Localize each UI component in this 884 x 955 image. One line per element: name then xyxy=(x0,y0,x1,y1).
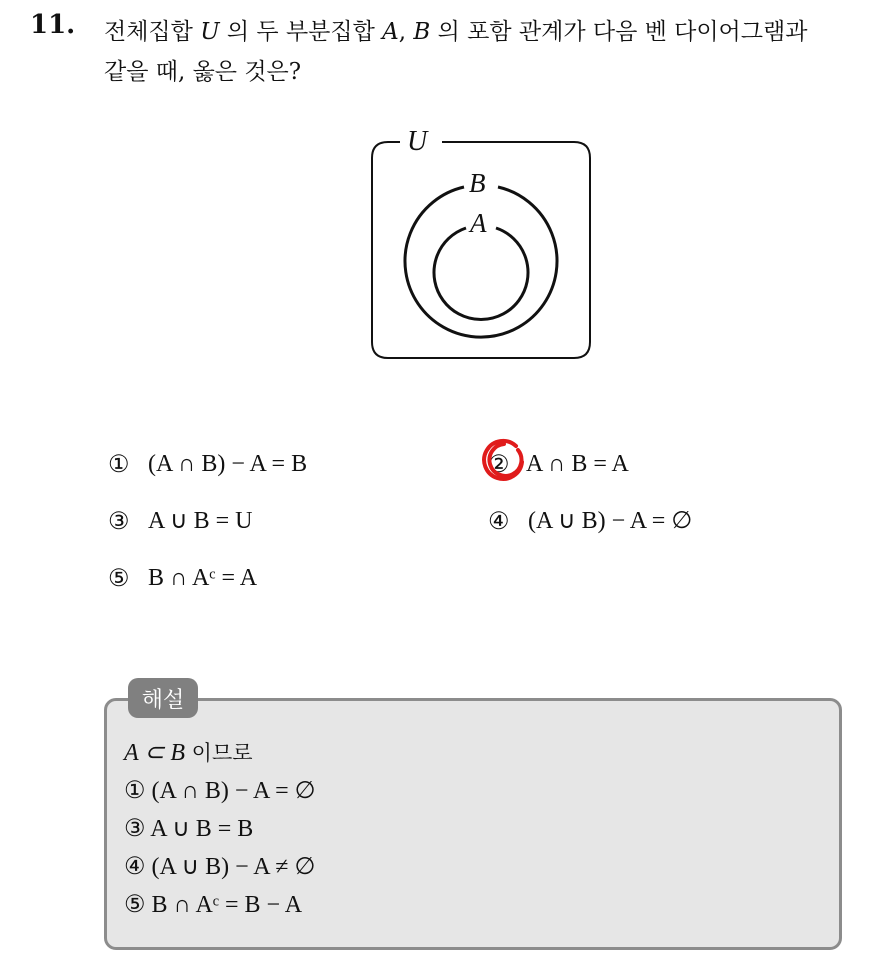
solution-line-3: ④ (A ∪ B) − A ≠ ∅ xyxy=(124,854,316,880)
question-line-2: 같을 때, 옳은 것은? xyxy=(104,59,302,85)
choice-5-mark: ⑤ xyxy=(108,564,130,592)
solution-line-0: A ⊂ B 이므로 xyxy=(124,740,253,766)
label-B: B xyxy=(469,168,486,198)
choice-3-expr: A ∪ B = U xyxy=(148,508,253,534)
choice-1-mark: ① xyxy=(108,450,130,478)
set-A-circle xyxy=(434,228,528,320)
solution-content xyxy=(124,734,316,924)
choice-2-mark: ② xyxy=(488,450,510,478)
venn-diagram xyxy=(360,120,600,370)
question-line-1: 전체집합 U 의 두 부분집합 A, B 의 포함 관계가 다음 벤 다이어그램과 xyxy=(104,19,808,45)
choice-4[interactable] xyxy=(488,506,692,535)
solution-line-1: ① (A ∩ B) − A = ∅ xyxy=(124,778,316,804)
choice-3-mark: ③ xyxy=(108,506,130,535)
choice-4-mark: ④ xyxy=(488,506,510,535)
solution-line-4: ⑤ B ∩ Aᶜ = B − A xyxy=(124,892,303,918)
choice-1[interactable] xyxy=(108,450,307,478)
answer-selection-circle xyxy=(478,436,528,486)
choice-1-expr: (A ∩ B) − A = B xyxy=(148,450,308,477)
question-number: 11. xyxy=(30,10,76,40)
choice-5[interactable] xyxy=(108,564,257,592)
choice-2-expr: A ∩ B = A xyxy=(526,450,629,477)
choice-3[interactable] xyxy=(108,506,252,535)
solution-tab: 해설 xyxy=(128,678,198,718)
question-text xyxy=(104,12,874,92)
choice-5-expr: B ∩ Aᶜ = A xyxy=(148,564,258,591)
label-A: A xyxy=(470,208,487,238)
solution-line-2: ③ A ∪ B = B xyxy=(124,816,254,842)
label-U: U xyxy=(407,126,428,157)
choice-4-expr: (A ∪ B) − A = ∅ xyxy=(528,508,693,534)
